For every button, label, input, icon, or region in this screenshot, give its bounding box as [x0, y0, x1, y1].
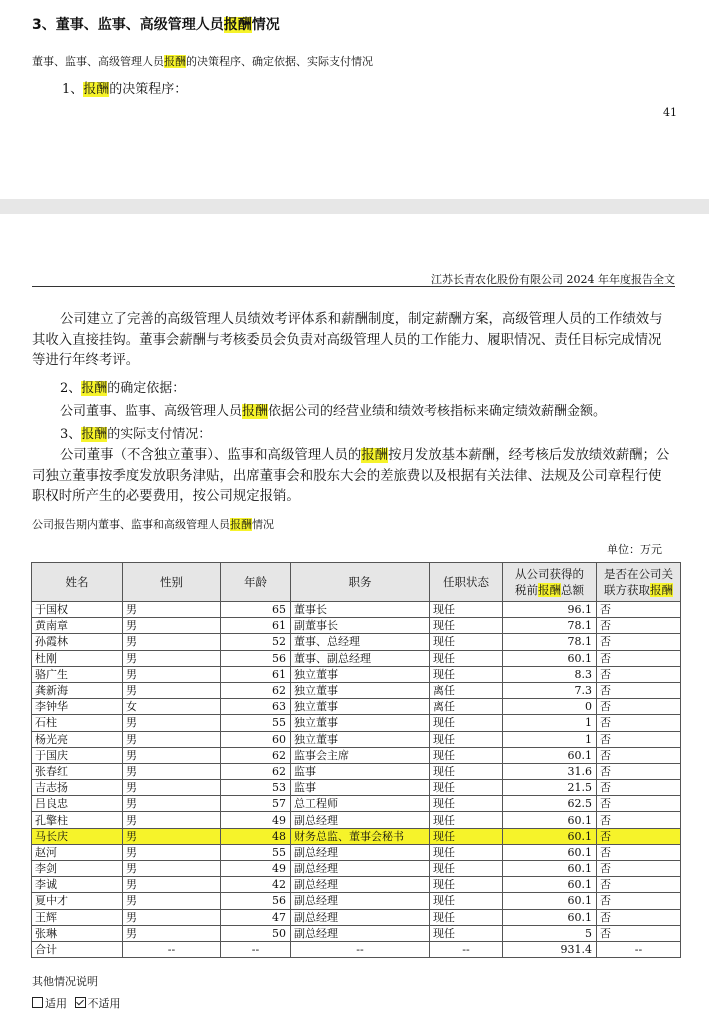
cell-status: 现任	[430, 893, 503, 909]
cell-related: 否	[597, 699, 681, 715]
page-number: 41	[663, 106, 677, 119]
cell-related: 否	[597, 861, 681, 877]
cell-position: 董事、副总经理	[291, 650, 430, 666]
para-text-end: 依据公司的经营业绩和绩效考核指标来确定绩效薪酬金额。	[268, 404, 607, 419]
header-line-2: 税前	[515, 583, 538, 597]
page-header: 江苏长青农化股份有限公司 2024 年年度报告全文	[431, 273, 675, 286]
cell-gender: 男	[123, 828, 221, 844]
cell-related: 否	[597, 828, 681, 844]
heading-text: 3、董事、监事、高级管理人员	[32, 17, 224, 33]
cell-age: 56	[221, 650, 291, 666]
cell-pay: 78.1	[503, 634, 597, 650]
cell-status: 离任	[430, 682, 503, 698]
item-1	[62, 78, 187, 97]
cell-pay: 60.1	[503, 650, 597, 666]
unit-label: 单位：万元	[607, 543, 662, 556]
cell-related: 否	[597, 844, 681, 860]
cell-age: 56	[221, 893, 291, 909]
applicability-options	[32, 995, 121, 1011]
cell-gender: 男	[123, 682, 221, 698]
total-related: --	[597, 941, 681, 957]
cell-related: 否	[597, 893, 681, 909]
cell-age: 53	[221, 780, 291, 796]
cell-name: 于国庆	[32, 747, 123, 763]
subheading	[32, 53, 373, 69]
cell-name: 张春红	[32, 763, 123, 779]
cell-related: 否	[597, 618, 681, 634]
cell-gender: 男	[123, 893, 221, 909]
cell-gender: 男	[123, 666, 221, 682]
item-number: 3、	[60, 427, 82, 442]
paragraph-2	[60, 400, 606, 419]
col-position-header: 职务	[291, 563, 430, 602]
cell-position: 副总经理	[291, 909, 430, 925]
cell-gender: 男	[123, 909, 221, 925]
table-row	[32, 861, 681, 877]
cell-name: 吕良忠	[32, 796, 123, 812]
cell-name: 马长庆	[32, 828, 123, 844]
total-age: --	[221, 941, 291, 957]
cell-age: 49	[221, 812, 291, 828]
cell-gender: 男	[123, 650, 221, 666]
cell-name: 于国权	[32, 602, 123, 618]
cell-position: 独立董事	[291, 699, 430, 715]
cell-related: 否	[597, 909, 681, 925]
highlight-term: 报酬	[650, 583, 673, 597]
cell-name: 李钟华	[32, 699, 123, 715]
cell-name: 赵河	[32, 844, 123, 860]
cell-age: 65	[221, 602, 291, 618]
cell-gender: 男	[123, 796, 221, 812]
para-text-end: 按月发放基本薪酬，经考核后发放绩效薪酬；公司独立董事按季度发放职务津贴，出席董事会和股东大会的差旅费以及根据有关法律、法规及公司章程行使职权时所产生的必要费用，按公司规定报销。	[32, 448, 670, 504]
cell-related: 否	[597, 812, 681, 828]
cell-name: 黄南章	[32, 618, 123, 634]
para-text: 公司董事、监事、高级管理人员	[60, 404, 243, 419]
cell-position: 总工程师	[291, 796, 430, 812]
header-line-2: 联方获取	[604, 583, 650, 597]
cell-status: 现任	[430, 666, 503, 682]
cell-age: 62	[221, 747, 291, 763]
table-row	[32, 650, 681, 666]
cell-gender: 男	[123, 844, 221, 860]
cell-position: 独立董事	[291, 666, 430, 682]
cell-related: 否	[597, 634, 681, 650]
cell-status: 现任	[430, 877, 503, 893]
cell-age: 52	[221, 634, 291, 650]
cell-pay: 60.1	[503, 747, 597, 763]
cell-position: 副总经理	[291, 861, 430, 877]
cell-age: 55	[221, 715, 291, 731]
item-number: 2、	[60, 381, 82, 396]
table-row	[32, 602, 681, 618]
cell-gender: 男	[123, 731, 221, 747]
table-caption	[32, 516, 274, 532]
cell-related: 否	[597, 602, 681, 618]
caption-text-end: 情况	[252, 518, 274, 531]
applicable-checkbox[interactable]	[32, 997, 43, 1008]
cell-age: 48	[221, 828, 291, 844]
cell-pay: 60.1	[503, 909, 597, 925]
para-text: 公司董事（不含独立董事）、监事和高级管理人员的	[60, 448, 362, 463]
item-text: 的实际支付情况：	[107, 427, 212, 442]
cell-status: 现任	[430, 747, 503, 763]
cell-gender: 男	[123, 925, 221, 941]
table-row	[32, 682, 681, 698]
applicable-label: 适用	[45, 997, 67, 1010]
cell-pay: 60.1	[503, 877, 597, 893]
highlight-term: 报酬	[81, 427, 108, 442]
table-row	[32, 796, 681, 812]
cell-status: 现任	[430, 618, 503, 634]
heading-text-end: 情况	[251, 17, 280, 33]
table-header-row	[32, 563, 681, 602]
total-gender: --	[123, 941, 221, 957]
cell-age: 62	[221, 682, 291, 698]
table-row	[32, 893, 681, 909]
cell-related: 否	[597, 925, 681, 941]
cell-related: 否	[597, 877, 681, 893]
paragraph-1: 公司建立了完善的高级管理人员绩效考评体系和薪酬制度，制定薪酬方案，高级管理人员的工作绩效与其收入直接挂钩。董事会薪酬与考核委员会负责对高级管理人员的工作能力、履职情况、责任目标完成情况等进行年终考评。	[32, 312, 663, 368]
cell-position: 独立董事	[291, 682, 430, 698]
col-gender-header: 性别	[123, 563, 221, 602]
table-row	[32, 634, 681, 650]
cell-position: 董事、总经理	[291, 634, 430, 650]
cell-status: 现任	[430, 861, 503, 877]
table-row	[32, 699, 681, 715]
section-heading	[32, 14, 280, 34]
cell-age: 49	[221, 861, 291, 877]
cell-position: 副总经理	[291, 844, 430, 860]
table-body	[32, 602, 681, 942]
item-3	[60, 423, 211, 442]
page-gap	[0, 199, 709, 214]
cell-pay: 8.3	[503, 666, 597, 682]
cell-name: 李诚	[32, 877, 123, 893]
cell-status: 现任	[430, 715, 503, 731]
cell-pay: 78.1	[503, 618, 597, 634]
cell-status: 现任	[430, 812, 503, 828]
cell-status: 现任	[430, 925, 503, 941]
not-applicable-checkbox[interactable]	[75, 997, 86, 1008]
cell-pay: 60.1	[503, 812, 597, 828]
cell-gender: 男	[123, 602, 221, 618]
highlight-term: 报酬	[164, 55, 186, 68]
cell-age: 61	[221, 618, 291, 634]
cell-related: 否	[597, 650, 681, 666]
cell-age: 50	[221, 925, 291, 941]
cell-position: 独立董事	[291, 731, 430, 747]
cell-age: 60	[221, 731, 291, 747]
cell-name: 张琳	[32, 925, 123, 941]
table-row	[32, 780, 681, 796]
header-divider	[32, 286, 675, 287]
cell-position: 董事长	[291, 602, 430, 618]
col-status-header: 任职状态	[430, 563, 503, 602]
cell-position: 副总经理	[291, 925, 430, 941]
cell-status: 现任	[430, 763, 503, 779]
cell-position: 独立董事	[291, 715, 430, 731]
cell-position: 副总经理	[291, 877, 430, 893]
item-2	[60, 377, 185, 396]
table-row	[32, 909, 681, 925]
cell-gender: 女	[123, 699, 221, 715]
col-pay-header	[503, 563, 597, 602]
cell-gender: 男	[123, 877, 221, 893]
total-position: --	[291, 941, 430, 957]
cell-status: 现任	[430, 796, 503, 812]
paragraph-3	[32, 446, 672, 508]
cell-gender: 男	[123, 780, 221, 796]
cell-age: 61	[221, 666, 291, 682]
header-line-2-end: 总额	[561, 583, 584, 597]
cell-pay: 7.3	[503, 682, 597, 698]
cell-name: 杜刚	[32, 650, 123, 666]
table-row	[32, 925, 681, 941]
cell-position: 副总经理	[291, 893, 430, 909]
cell-name: 夏中才	[32, 893, 123, 909]
total-label: 合计	[32, 941, 123, 957]
item-number: 1、	[62, 82, 84, 97]
cell-position: 副总经理	[291, 812, 430, 828]
cell-gender: 男	[123, 715, 221, 731]
cell-status: 现任	[430, 650, 503, 666]
cell-name: 骆广生	[32, 666, 123, 682]
cell-status: 现任	[430, 844, 503, 860]
item-text: 的确定依据：	[107, 381, 186, 396]
cell-pay: 62.5	[503, 796, 597, 812]
cell-pay: 31.6	[503, 763, 597, 779]
total-status: --	[430, 941, 503, 957]
cell-pay: 60.1	[503, 828, 597, 844]
cell-pay: 60.1	[503, 893, 597, 909]
highlight-term: 报酬	[242, 404, 269, 419]
highlight-term: 报酬	[83, 82, 110, 97]
cell-pay: 1	[503, 715, 597, 731]
table-row	[32, 747, 681, 763]
cell-status: 离任	[430, 699, 503, 715]
cell-age: 63	[221, 699, 291, 715]
cell-related: 否	[597, 731, 681, 747]
cell-name: 杨光亮	[32, 731, 123, 747]
cell-age: 47	[221, 909, 291, 925]
table-row	[32, 731, 681, 747]
cell-position: 监事	[291, 780, 430, 796]
cell-age: 57	[221, 796, 291, 812]
caption-text: 公司报告期内董事、监事和高级管理人员	[32, 518, 230, 531]
cell-related: 否	[597, 682, 681, 698]
col-name-header: 姓名	[32, 563, 123, 602]
table-total-row	[32, 941, 681, 957]
highlight-term: 报酬	[223, 17, 252, 33]
cell-pay: 96.1	[503, 602, 597, 618]
cell-pay: 0	[503, 699, 597, 715]
cell-position: 副董事长	[291, 618, 430, 634]
header-line-1: 是否在公司关	[604, 567, 673, 581]
col-age-header: 年龄	[221, 563, 291, 602]
cell-status: 现任	[430, 780, 503, 796]
cell-pay: 21.5	[503, 780, 597, 796]
table-row	[32, 618, 681, 634]
cell-position: 财务总监、董事会秘书	[291, 828, 430, 844]
subheading-text: 董事、监事、高级管理人员	[32, 55, 164, 68]
cell-status: 现任	[430, 634, 503, 650]
cell-name: 石柱	[32, 715, 123, 731]
cell-status: 现任	[430, 602, 503, 618]
cell-pay: 60.1	[503, 844, 597, 860]
cell-related: 否	[597, 747, 681, 763]
header-line-1: 从公司获得的	[515, 567, 584, 581]
cell-age: 62	[221, 763, 291, 779]
highlight-term: 报酬	[230, 518, 252, 531]
cell-status: 现任	[430, 828, 503, 844]
cell-pay: 1	[503, 731, 597, 747]
cell-gender: 男	[123, 861, 221, 877]
cell-name: 龚新海	[32, 682, 123, 698]
cell-age: 55	[221, 844, 291, 860]
cell-gender: 男	[123, 812, 221, 828]
subheading-text-end: 的决策程序、确定依据、实际支付情况	[186, 55, 373, 68]
cell-gender: 男	[123, 747, 221, 763]
cell-position: 监事会主席	[291, 747, 430, 763]
table-row	[32, 715, 681, 731]
cell-status: 现任	[430, 731, 503, 747]
cell-age: 42	[221, 877, 291, 893]
cell-related: 否	[597, 796, 681, 812]
table-row	[32, 844, 681, 860]
table-row	[32, 828, 681, 844]
table-row	[32, 763, 681, 779]
other-info-title: 其他情况说明	[32, 975, 98, 988]
cell-related: 否	[597, 763, 681, 779]
cell-pay: 60.1	[503, 861, 597, 877]
cell-related: 否	[597, 715, 681, 731]
highlight-term: 报酬	[538, 583, 561, 597]
cell-name: 王辉	[32, 909, 123, 925]
cell-name: 孔擎柱	[32, 812, 123, 828]
cell-status: 现任	[430, 909, 503, 925]
cell-name: 孙霞林	[32, 634, 123, 650]
cell-gender: 男	[123, 763, 221, 779]
total-pay: 931.4	[503, 941, 597, 957]
table-row	[32, 877, 681, 893]
highlight-term: 报酬	[81, 381, 108, 396]
cell-related: 否	[597, 780, 681, 796]
cell-position: 监事	[291, 763, 430, 779]
table-row	[32, 666, 681, 682]
col-related-header	[597, 563, 681, 602]
not-applicable-label: 不适用	[87, 997, 121, 1010]
table-row	[32, 812, 681, 828]
cell-gender: 男	[123, 634, 221, 650]
item-text: 的决策程序：	[109, 82, 188, 97]
compensation-table	[31, 562, 681, 958]
cell-name: 吉志扬	[32, 780, 123, 796]
cell-pay: 5	[503, 925, 597, 941]
cell-related: 否	[597, 666, 681, 682]
cell-name: 李剑	[32, 861, 123, 877]
cell-gender: 男	[123, 618, 221, 634]
highlight-term: 报酬	[361, 448, 389, 463]
